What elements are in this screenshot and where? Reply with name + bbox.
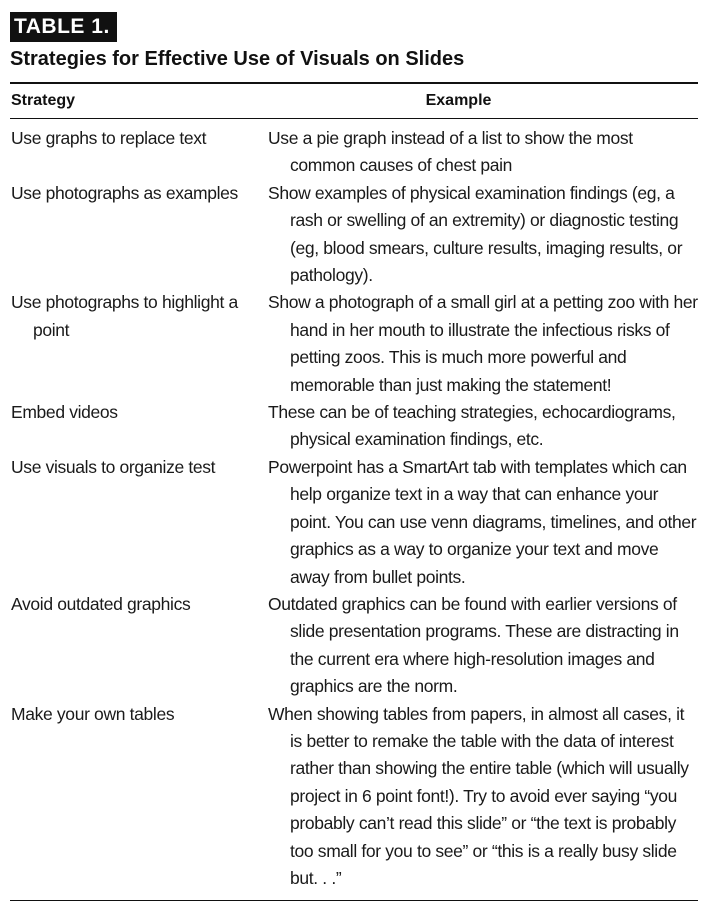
example-cell: Powerpoint has a SmartArt tab with templates which can help organize text in a way that can enhance your point. You can use venn diagrams, timelines, and other graphics as a way to organize your text and move away from bullet points.	[268, 456, 697, 587]
table-row	[10, 591, 698, 701]
column-header-strategy: Strategy	[11, 92, 76, 109]
strategy-cell: Use photographs to highlight a point	[11, 292, 238, 340]
table-label: TABLE 1.	[10, 12, 117, 42]
strategy-cell: Avoid outdated graphics	[11, 593, 191, 614]
bottom-rule	[10, 900, 698, 901]
strategy-cell: Use visuals to organize test	[11, 456, 216, 477]
table-row	[10, 454, 698, 591]
strategy-cell: Embed videos	[11, 402, 118, 423]
example-cell: These can be of teaching strategies, echocardiograms, physical examination findings, etc.	[268, 402, 676, 450]
example-cell: Use a pie graph instead of a list to show the most common causes of chest pain	[268, 128, 633, 176]
table-row	[10, 289, 698, 399]
example-cell: Outdated graphics can be found with earlier versions of slide presentation programs. These are distracting in the current era where high-resolution images and graphics are the norm.	[268, 593, 679, 697]
column-header-example: Example	[425, 92, 492, 109]
table-row	[10, 399, 698, 454]
table-header-row	[10, 84, 698, 118]
table-row	[10, 180, 698, 290]
example-cell: Show a photograph of a small girl at a petting zoo with her hand in her mouth to illustrate the infectious risks of petting zoos. This is much more powerful and memorable than just making the statement!	[268, 292, 698, 395]
example-cell: Show examples of physical examination findings (eg, a rash or swelling of an extremity) or diagnostic testing (eg, blood smears, culture results, imaging results, or pathology).	[268, 182, 683, 286]
table-row	[10, 701, 698, 893]
strategy-cell: Use photographs as examples	[11, 182, 238, 203]
strategy-cell: Make your own tables	[11, 703, 175, 724]
table-body	[10, 119, 698, 892]
table-row	[10, 125, 698, 180]
table-title: Strategies for Effective Use of Visuals on Slides	[10, 48, 465, 70]
example-cell: When showing tables from papers, in almost all cases, it is better to remake the table with the data of interest rather than showing the entire table (which will usually project in 6 point font!). Try to avoid ever saying “you probably can’t read this slide” or “the text is probably too small for you to see” or “this is a really busy slide but. . .”	[268, 703, 689, 888]
table-container	[10, 12, 698, 901]
strategy-cell: Use graphs to replace text	[11, 128, 207, 148]
